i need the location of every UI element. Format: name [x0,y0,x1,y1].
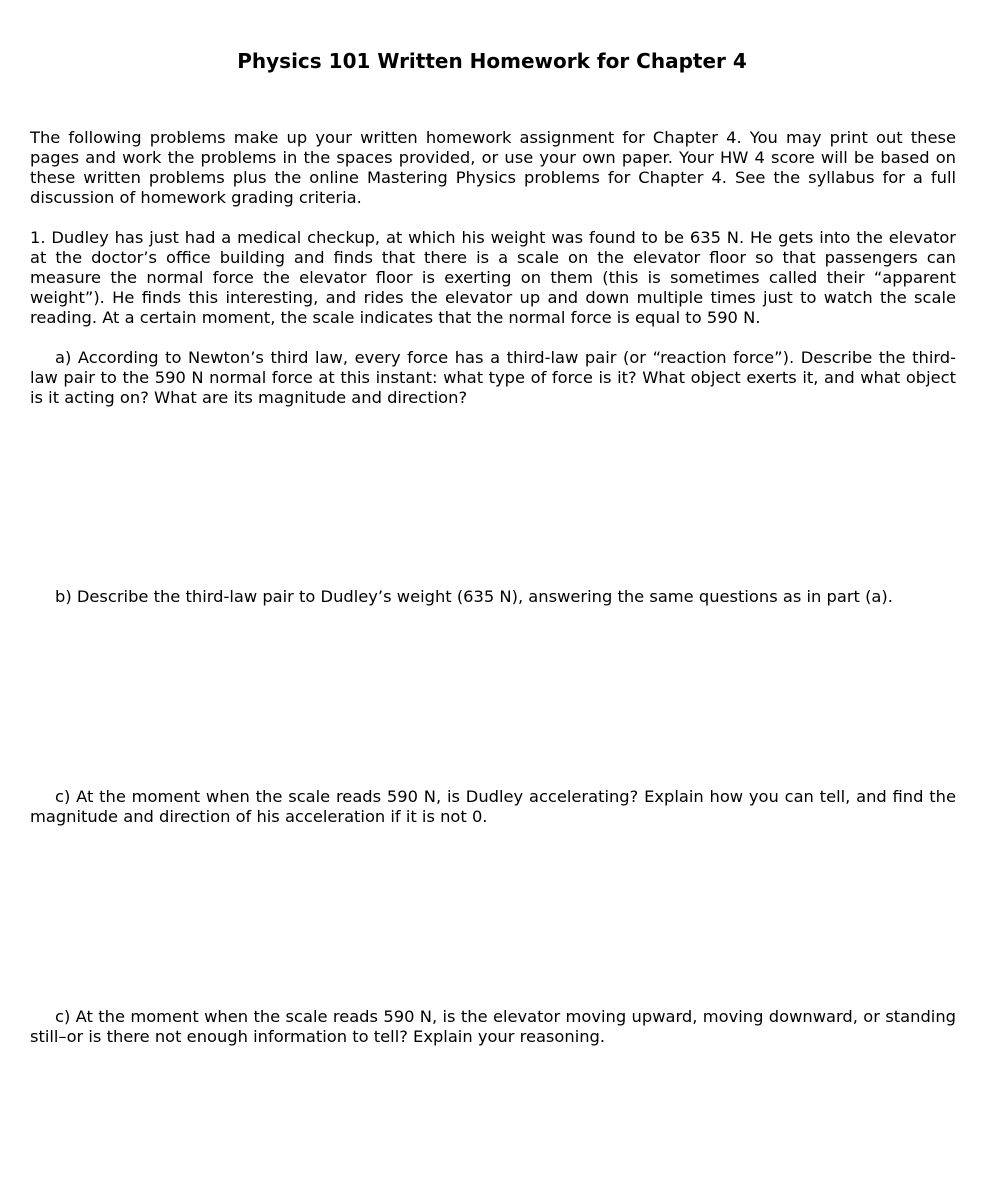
problem-1-part-b: b) Describe the third-law pair to Dudley’s weight (635 N), answering the same questions as in part (a). [55,587,893,606]
problem-1-part-c-acceleration: c) At the moment when the scale reads 590 N, is Dudley accelerating? Explain how you can tell, and find the magnitude and direction of his acceleration if it is not 0. [30,787,956,826]
problem-1-statement: 1. Dudley has just had a medical checkup, at which his weight was found to be 635 N. He gets into the elevator at the doctor’s office building and finds that there is a scale on the elevator floor so that passengers can measure the normal force the elevator floor is exerting on them (this is sometimes called their “apparent weight”). He finds this interesting, and rides the elevator up and down multiple times just to watch the scale reading. At a certain moment, the scale indicates that the normal force is equal to 590 N. [30,228,956,327]
problem-1-part-c-motion: c) At the moment when the scale reads 590 N, is the elevator moving upward, moving downward, or standing still–or is there not enough information to tell? Explain your reasoning. [30,1007,956,1046]
page-title: Physics 101 Written Homework for Chapter 4 [237,49,747,73]
intro-paragraph: The following problems make up your written homework assignment for Chapter 4. You may print out these pages and work the problems in the spaces provided, or use your own paper. Your HW 4 score will be based on these written problems plus the online Mastering Physics problems for Chapter 4. See the syllabus for a full discussion of homework grading criteria. [30,128,956,207]
problem-1-part-a: a) According to Newton’s third law, every force has a third-law pair (or “reaction force”). Describe the third-law pair to the 590 N normal force at this instant: what type of force is it? What object exerts it, and what object is it acting on? What are its magnitude and direction? [30,348,956,407]
